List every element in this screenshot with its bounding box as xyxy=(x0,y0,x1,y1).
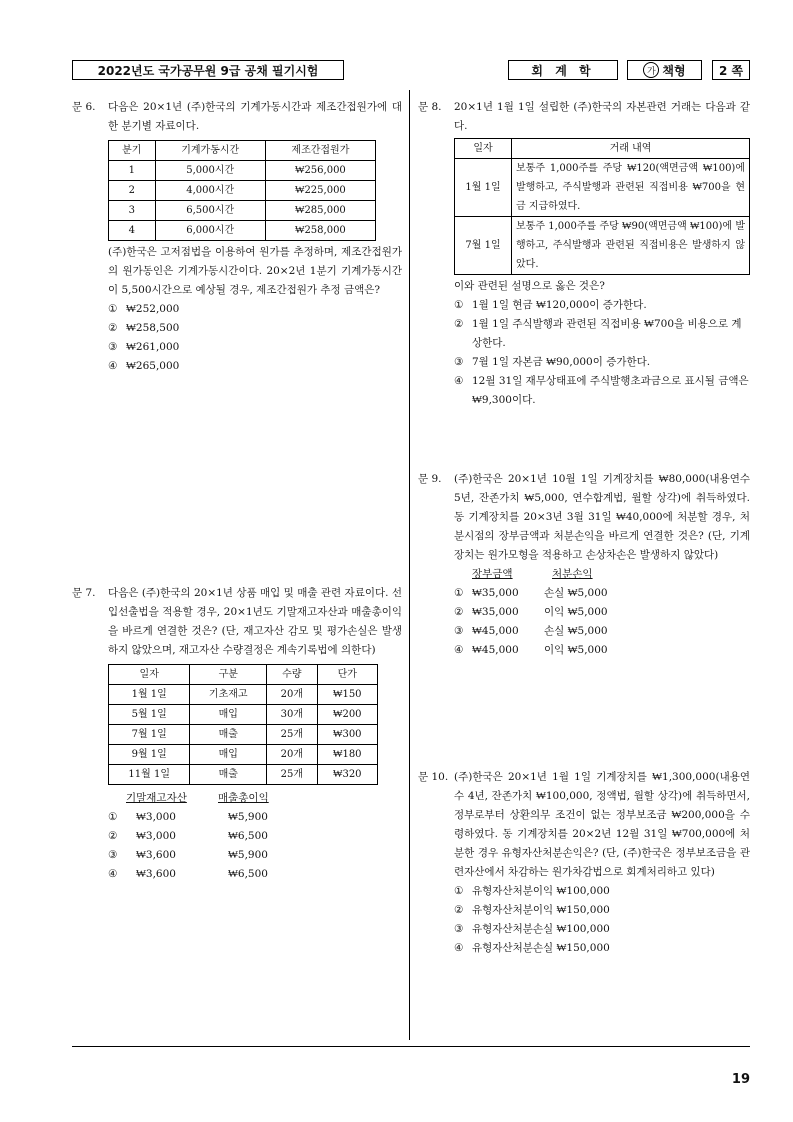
table-cell: 20개 xyxy=(267,685,318,705)
question-10 xyxy=(418,768,750,958)
column-header: 매출총이익 xyxy=(218,792,269,804)
table-row xyxy=(109,705,378,725)
table-cell: 보통주 1,000주를 주당 ₩90(액면금액 ₩100)에 발행하고, 주식발행과 관련된 직접비용은 발생하지 않았다. xyxy=(512,217,750,275)
table-cell: ₩258,000 xyxy=(265,221,375,241)
table-cell: 6,000시간 xyxy=(155,221,265,241)
table-cell: 11월 1일 xyxy=(109,765,190,785)
table-cell: 4,000시간 xyxy=(155,181,265,201)
option-column-headers xyxy=(108,789,402,808)
booklet-label: 책형 xyxy=(662,63,686,78)
answer-option[interactable]: ① 1월 1일 현금 ₩120,000이 증가한다. xyxy=(454,299,647,311)
subject-name: 회 계 학 xyxy=(508,60,618,80)
answer-option[interactable]: ① ₩35,000 손실 ₩5,000 xyxy=(454,587,608,599)
table-cell: ₩225,000 xyxy=(265,181,375,201)
table-header: 분기 xyxy=(109,141,156,161)
answer-option[interactable]: ① 유형자산처분이익 ₩100,000 xyxy=(454,885,610,897)
table-row xyxy=(109,765,378,785)
question-prompt: 이와 관련된 설명으로 옳은 것은? xyxy=(454,280,605,292)
table-cell: 25개 xyxy=(267,725,318,745)
table-cell: ₩180 xyxy=(317,745,377,765)
answer-option[interactable]: ① ₩3,000 ₩5,900 xyxy=(108,811,268,823)
table-row xyxy=(109,181,376,201)
table-header: 기계가동시간 xyxy=(155,141,265,161)
table-header: 일자 xyxy=(455,139,512,159)
table-row xyxy=(109,161,376,181)
question-8 xyxy=(418,98,750,410)
booklet-mark: 가 xyxy=(643,62,659,78)
table-cell: ₩150 xyxy=(317,685,377,705)
table-row xyxy=(455,159,750,217)
answer-option[interactable]: ② 유형자산처분이익 ₩150,000 xyxy=(454,904,610,916)
column-header: 처분손익 xyxy=(552,568,593,580)
question-number: 문 10. xyxy=(418,771,449,783)
table-cell: 매입 xyxy=(190,745,267,765)
question-number: 문 8. xyxy=(418,101,442,113)
answer-option[interactable]: ② 1월 1일 주식발행과 관련된 직접비용 ₩700을 비용으로 계상한다. xyxy=(454,318,742,349)
table-cell: 4 xyxy=(109,221,156,241)
table-header: 구분 xyxy=(190,665,267,685)
answer-option[interactable]: ② ₩3,000 ₩6,500 xyxy=(108,830,268,842)
table-cell: 1 xyxy=(109,161,156,181)
footer-rule xyxy=(72,1046,750,1047)
table-cell: 3 xyxy=(109,201,156,221)
table-header: 일자 xyxy=(109,665,190,685)
answer-option[interactable]: ③ 7월 1일 자본금 ₩90,000이 증가한다. xyxy=(454,356,651,368)
table-row xyxy=(109,725,378,745)
question-number: 문 6. xyxy=(72,101,96,113)
table-row xyxy=(109,221,376,241)
table-row xyxy=(109,685,378,705)
table-cell: ₩285,000 xyxy=(265,201,375,221)
table-cell: 5,000시간 xyxy=(155,161,265,181)
column-header: 기말재고자산 xyxy=(126,792,187,804)
answer-option[interactable]: ④ ₩3,600 ₩6,500 xyxy=(108,868,268,880)
table-cell: 7월 1일 xyxy=(455,217,512,275)
table-cell: 매출 xyxy=(190,725,267,745)
table-cell: 9월 1일 xyxy=(109,745,190,765)
question-body: (주)한국은 고저점법을 이용하여 원가를 추정하며, 제조간접원가의 원가동인은 기계가동시간이다. 20×2년 1분기 기계가동시간이 5,500시간으로 예상될 경우, 제조간접원가 추정 금액은? xyxy=(108,246,402,296)
column-divider xyxy=(409,90,410,1040)
data-table xyxy=(108,664,378,785)
exam-title: 2022년도 국가공무원 9급 공채 필기시험 xyxy=(72,60,344,80)
table-cell: 2 xyxy=(109,181,156,201)
question-stem: (주)한국은 20×1년 1월 1일 기계장치를 ₩1,300,000(내용연수 4년, 잔존가치 ₩100,000, 정액법, 월할 상각)에 취득하면서, 정부로부터 상환의무 조건이 없는 정부보조금 ₩200,000을 수령하였다. 동 기계장치를 20×2년 12월 31일 ₩700,000에 처분한 경우 유형자산처분손익은? (단, (주)한국은 정부보조금을 관련자산에서 차감하는 원가차감법으로 회계처리하고 있다) xyxy=(454,771,750,878)
table-row xyxy=(109,745,378,765)
data-table xyxy=(454,138,750,275)
table-cell: 25개 xyxy=(267,765,318,785)
table-cell: 기초재고 xyxy=(190,685,267,705)
table-header: 단가 xyxy=(317,665,377,685)
table-row xyxy=(109,201,376,221)
page-number: 19 xyxy=(731,1072,750,1087)
table-cell: ₩300 xyxy=(317,725,377,745)
option-column-headers xyxy=(454,565,750,584)
question-number: 문 7. xyxy=(72,587,96,599)
table-cell: 5월 1일 xyxy=(109,705,190,725)
column-header: 장부금액 xyxy=(472,568,513,580)
table-header: 거래 내역 xyxy=(512,139,750,159)
table-cell: 6,500시간 xyxy=(155,201,265,221)
answer-option[interactable]: ④ 12월 31일 재무상태표에 주식발행초과금으로 표시될 금액은 ₩9,300이다. xyxy=(454,375,749,406)
table-cell: 1월 1일 xyxy=(455,159,512,217)
question-number: 문 9. xyxy=(418,473,442,485)
answer-option[interactable]: ③ ₩45,000 손실 ₩5,000 xyxy=(454,625,608,637)
question-7 xyxy=(72,584,402,884)
table-cell: 보통주 1,000주를 주당 ₩120(액면금액 ₩100)에 발행하고, 주식발행과 관련된 직접비용 ₩700을 현금 지급하였다. xyxy=(512,159,750,217)
table-header: 수량 xyxy=(267,665,318,685)
answer-option[interactable]: ④ ₩265,000 xyxy=(108,360,180,372)
question-6 xyxy=(72,98,402,376)
question-9 xyxy=(418,470,750,660)
table-cell: 매입 xyxy=(190,705,267,725)
question-stem: 다음은 (주)한국의 20×1년 상품 매입 및 매출 관련 자료이다. 선입선출법을 적용할 경우, 20×1년도 기말재고자산과 매출총이익을 바르게 연결한 것은? (단, 재고자산 감모 및 평가손실은 발생하지 않았으며, 재고자산 수량결정은 계속기록법에 의한다) xyxy=(108,587,402,656)
question-stem: (주)한국은 20×1년 10월 1일 기계장치를 ₩80,000(내용연수 5년, 잔존가치 ₩5,000, 연수합계법, 월할 상각)에 취득하였다. 동 기계장치를 20×3년 3월 31일 ₩40,000에 처분할 경우, 처분시점의 장부금액과 처분손익을 바르게 연결한 것은? (단, 기계장치는 원가모형을 적용하고 손상차손은 발생하지 않았다) xyxy=(454,473,750,561)
answer-option[interactable]: ① ₩252,000 xyxy=(108,303,180,315)
answer-option[interactable]: ② ₩35,000 이익 ₩5,000 xyxy=(454,606,608,618)
answer-option[interactable]: ③ ₩261,000 xyxy=(108,341,180,353)
table-row xyxy=(455,217,750,275)
answer-option[interactable]: ② ₩258,500 xyxy=(108,322,180,334)
table-cell: ₩200 xyxy=(317,705,377,725)
question-stem: 다음은 20×1년 (주)한국의 기계가동시간과 제조간접원가에 대한 분기별 자료이다. xyxy=(108,101,402,132)
table-header: 제조간접원가 xyxy=(265,141,375,161)
table-cell: 30개 xyxy=(267,705,318,725)
table-cell: ₩256,000 xyxy=(265,161,375,181)
data-table xyxy=(108,140,376,241)
answer-option[interactable]: ④ ₩45,000 이익 ₩5,000 xyxy=(454,644,608,656)
table-cell: 매출 xyxy=(190,765,267,785)
question-stem: 20×1년 1월 1일 설립한 (주)한국의 자본관련 거래는 다음과 같다. xyxy=(454,101,750,132)
answer-option[interactable]: ③ ₩3,600 ₩5,900 xyxy=(108,849,268,861)
table-cell: 20개 xyxy=(267,745,318,765)
page-label: 2 쪽 xyxy=(712,60,750,80)
booklet-type xyxy=(627,60,702,80)
table-cell: 7월 1일 xyxy=(109,725,190,745)
table-cell: 1월 1일 xyxy=(109,685,190,705)
table-cell: ₩320 xyxy=(317,765,377,785)
answer-option[interactable]: ③ 유형자산처분손실 ₩100,000 xyxy=(454,923,610,935)
answer-option[interactable]: ④ 유형자산처분손실 ₩150,000 xyxy=(454,942,610,954)
